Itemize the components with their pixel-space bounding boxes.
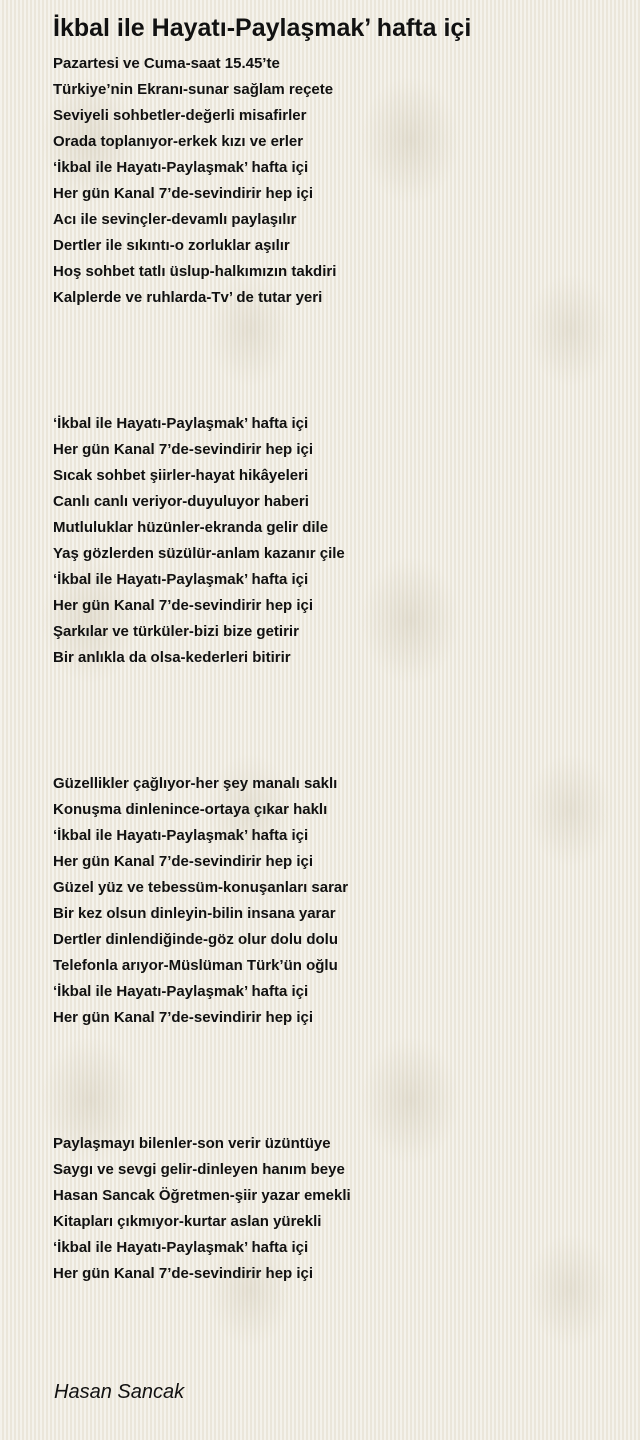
- poem-line: ‘İkbal ile Hayatı-Paylaşmak’ hafta içi: [53, 159, 309, 176]
- poem-line: Pazartesi ve Cuma-saat 15.45’te: [53, 55, 280, 72]
- poem-line: Her gün Kanal 7’de-sevindirir hep içi: [53, 853, 314, 870]
- poem-line: Hoş sohbet tatlı üslup-halkımızın takdiri: [53, 263, 337, 280]
- poem-line: Seviyeli sohbetler-değerli misafirler: [53, 107, 307, 124]
- poem-line: Mutluluklar hüzünler-ekranda gelir dile: [53, 519, 329, 536]
- poem-line: Acı ile sevinçler-devamlı paylaşılır: [53, 211, 297, 228]
- poem-line: Saygı ve sevgi gelir-dinleyen hanım beye: [53, 1161, 345, 1178]
- poem-line: Orada toplanıyor-erkek kızı ve erler: [53, 133, 304, 150]
- poem-line: Her gün Kanal 7’de-sevindirir hep içi: [53, 1265, 314, 1282]
- poem-line: Her gün Kanal 7’de-sevindirir hep içi: [53, 441, 314, 458]
- poem-line: Konuşma dinlenince-ortaya çıkar haklı: [53, 801, 328, 818]
- poem-line: Dertler dinlendiğinde-göz olur dolu dolu: [53, 931, 338, 948]
- poem-line: Hasan Sancak Öğretmen-şiir yazar emekli: [53, 1187, 351, 1204]
- poem-line: Türkiye’nin Ekranı-sunar sağlam reçete: [53, 81, 334, 98]
- poem-line: Şarkılar ve türküler-bizi bize getirir: [53, 623, 299, 640]
- stanza-1: [53, 51, 336, 311]
- poem-line: Paylaşmayı bilenler-son verir üzüntüye: [53, 1135, 331, 1152]
- poem-line: ‘İkbal ile Hayatı-Paylaşmak’ hafta içi: [53, 415, 309, 432]
- poem-line: Dertler ile sıkıntı-o zorluklar aşılır: [53, 237, 290, 254]
- poem-line: Bir anlıkla da olsa-kederleri bitirir: [53, 649, 291, 666]
- poem-line: Bir kez olsun dinleyin-bilin insana yarar: [53, 905, 336, 922]
- poem-author: Hasan Sancak: [54, 1381, 185, 1403]
- poem-line: Kalplerde ve ruhlarda-Tv’ de tutar yeri: [53, 289, 323, 306]
- poem-line: Canlı canlı veriyor-duyuluyor haberi: [53, 493, 309, 510]
- poem-line: ‘İkbal ile Hayatı-Paylaşmak’ hafta içi: [53, 983, 309, 1000]
- poem-line: ‘İkbal ile Hayatı-Paylaşmak’ hafta içi: [53, 827, 309, 844]
- stanza-3: [53, 771, 348, 1031]
- poem-title: İkbal ile Hayatı-Paylaşmak’ hafta içi: [53, 14, 472, 42]
- poem-line: ‘İkbal ile Hayatı-Paylaşmak’ hafta içi: [53, 1239, 309, 1256]
- poem-line: Güzel yüz ve tebessüm-konuşanları sarar: [53, 879, 349, 896]
- poem-line: Sıcak sohbet şiirler-hayat hikâyeleri: [53, 467, 309, 484]
- poem-line: Güzellikler çağlıyor-her şey manalı saklı: [53, 775, 338, 792]
- stanza-2: [53, 411, 345, 671]
- poem-line: Yaş gözlerden süzülür-anlam kazanır çile: [53, 545, 345, 562]
- poem-line: Her gün Kanal 7’de-sevindirir hep içi: [53, 597, 314, 614]
- poem-line: Her gün Kanal 7’de-sevindirir hep içi: [53, 185, 314, 202]
- poem-line: Kitapları çıkmıyor-kurtar aslan yürekli: [53, 1213, 322, 1230]
- poem-line: Her gün Kanal 7’de-sevindirir hep içi: [53, 1009, 314, 1026]
- stanza-4: [53, 1131, 351, 1287]
- poem-line: ‘İkbal ile Hayatı-Paylaşmak’ hafta içi: [53, 571, 309, 588]
- poem-line: Telefonla arıyor-Müslüman Türk’ün oğlu: [53, 957, 338, 974]
